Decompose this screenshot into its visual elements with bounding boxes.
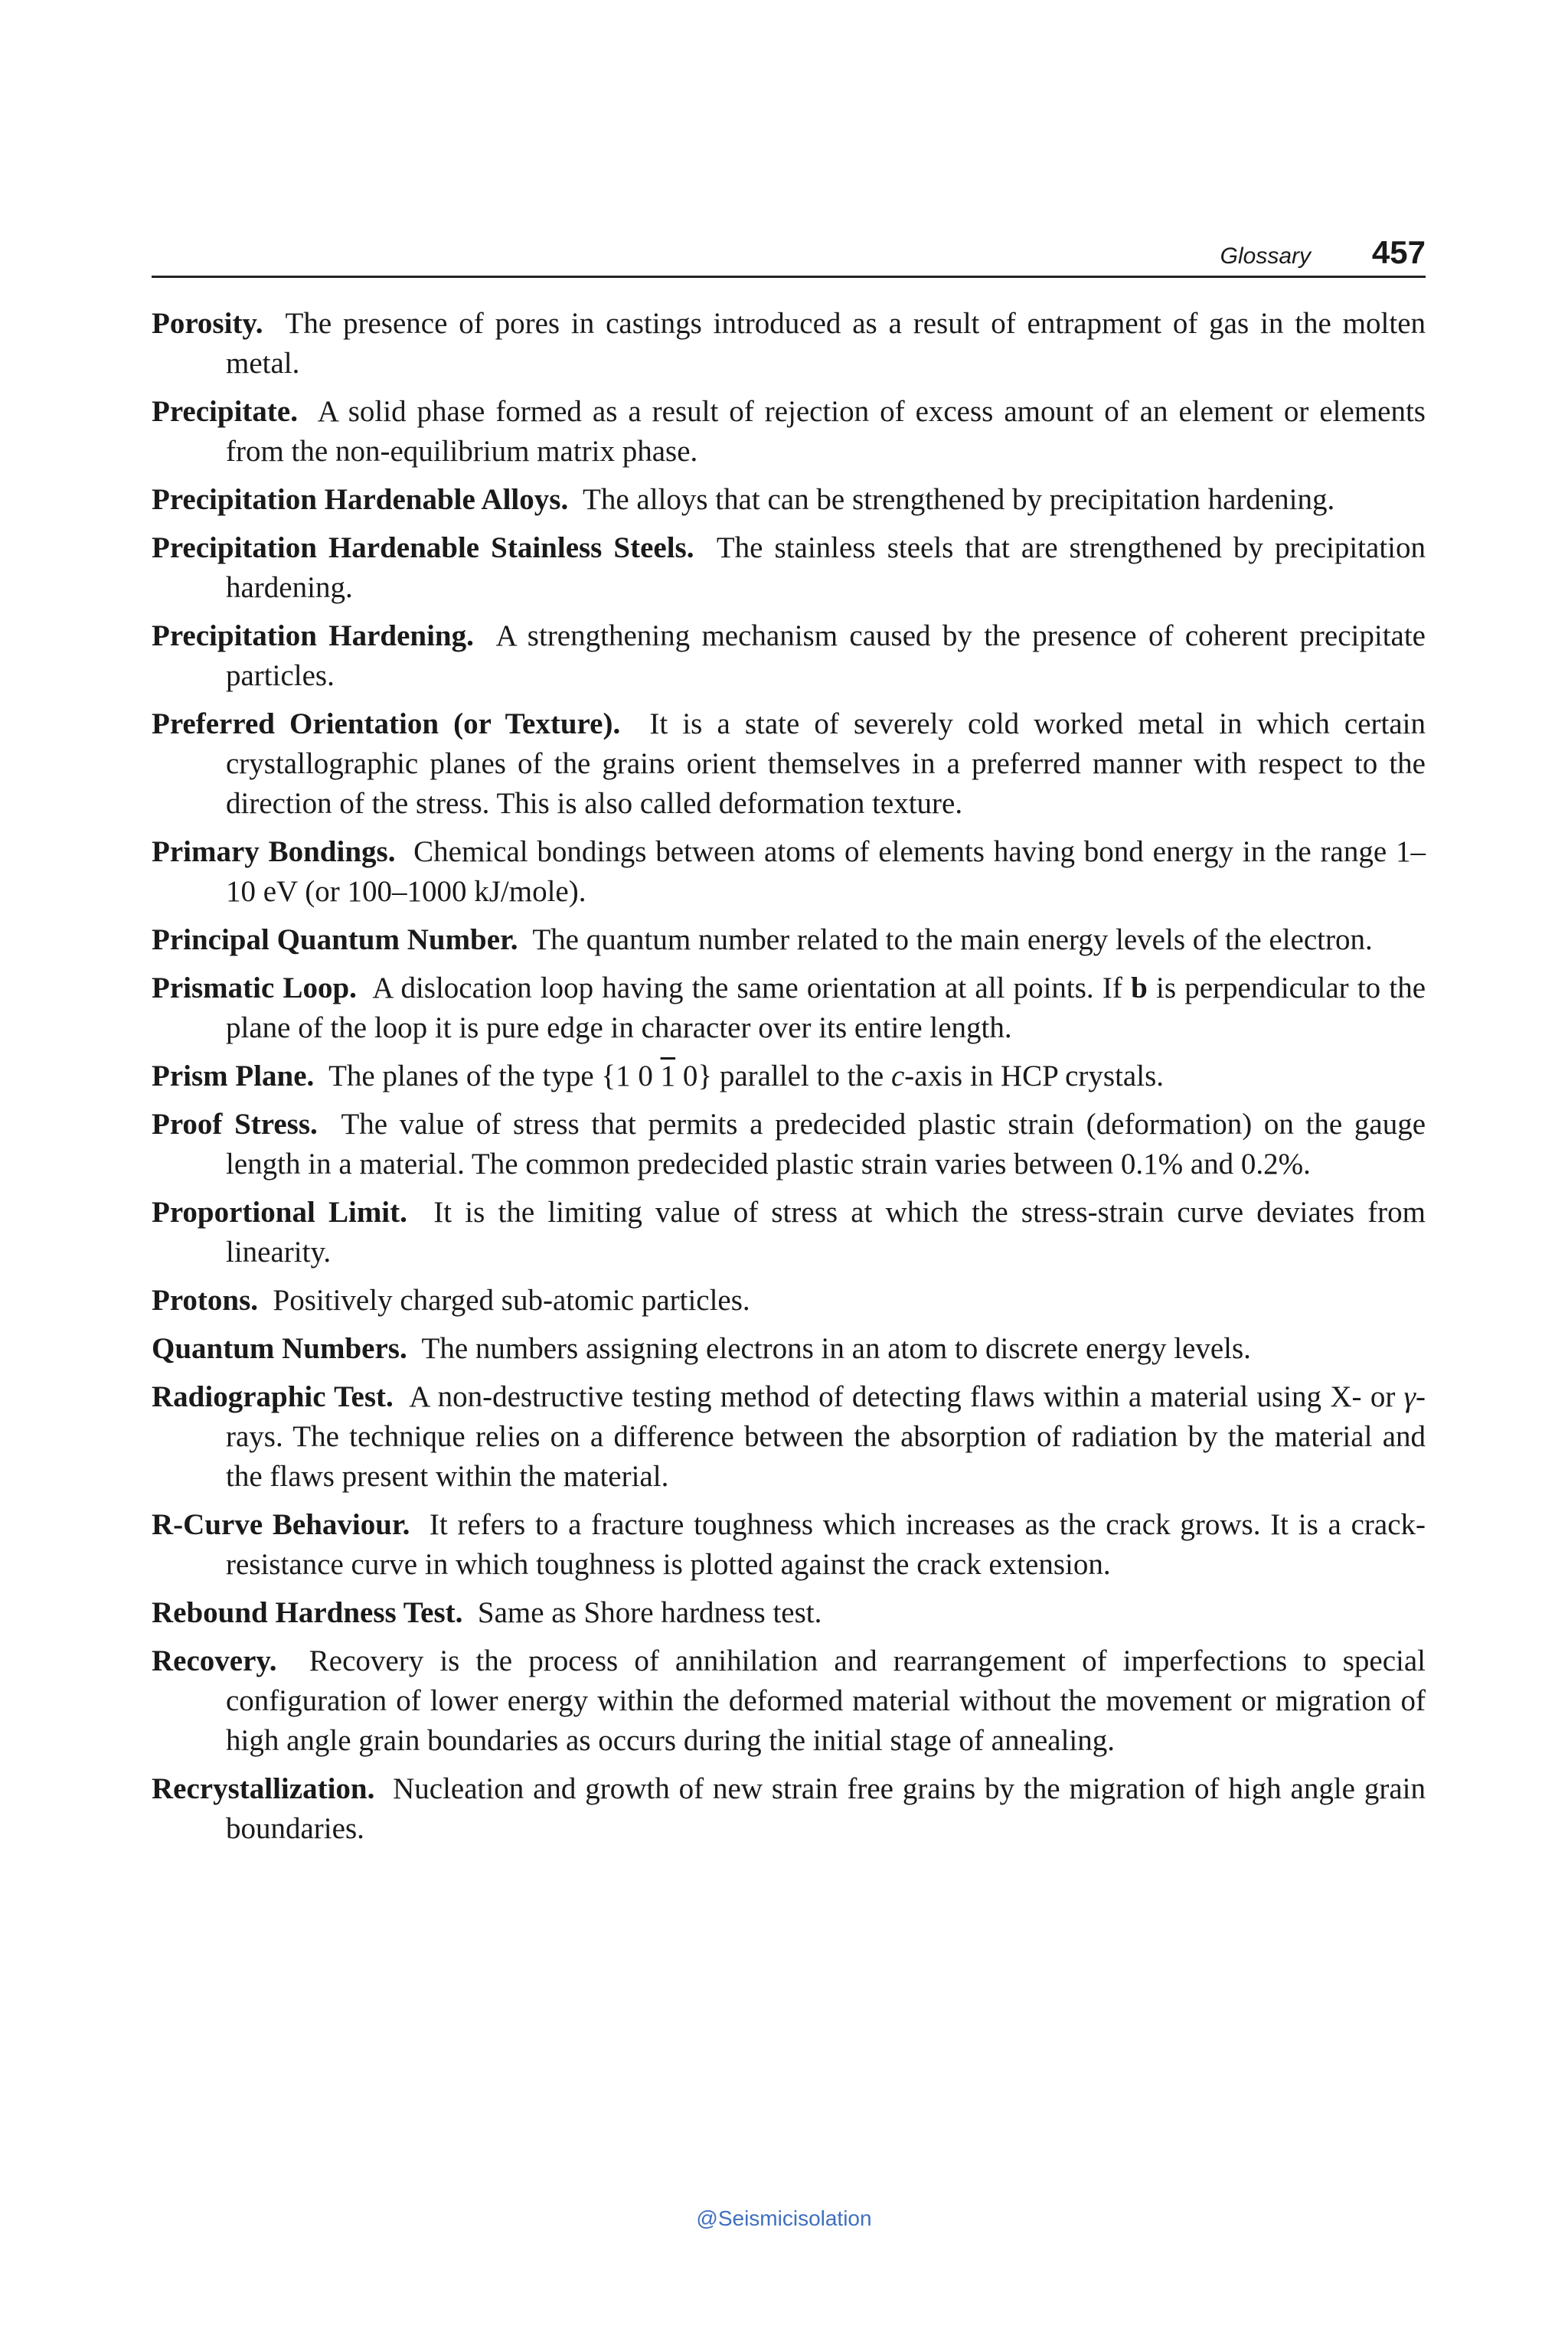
glossary-entry-precipitate [152,392,1426,472]
glossary-term: Porosity. [152,307,263,340]
glossary-definition-part: -rays. The technique relies on a difference between the absorption of radiation by the material and the flaws present within the material. [226,1380,1426,1493]
glossary-definition: Recovery is the process of annihilation and rearrangement of imperfections to special configuration of lower energy within the deformed material without the movement or migration of high angle grain boundaries as occurs during the initial stage of annealing. [226,1644,1426,1757]
glossary-entry-radiographic-test [152,1377,1426,1497]
glossary-entry-quantum-numbers [152,1329,1426,1369]
glossary-definition: The stainless steels that are strengthened by precipitation hardening. [226,531,1426,604]
glossary-definition: A strengthening mechanism caused by the presence of coherent precipitate particles. [226,619,1426,692]
glossary-entry-r-curve-behaviour [152,1505,1426,1585]
glossary-entry-proportional-limit [152,1193,1426,1272]
glossary-term: Precipitation Hardenable Stainless Steels. [152,531,694,564]
glossary-term: Proportional Limit. [152,1196,407,1229]
glossary-definition: It refers to a fracture toughness which increases as the crack grows. It is a crack-resistance curve in which toughness is plotted against the crack extension. [226,1508,1426,1581]
glossary-term: Precipitation Hardenable Alloys. [152,483,569,516]
glossary-entry-prismatic-loop [152,968,1426,1048]
burgers-vector-symbol: b [1131,972,1148,1004]
glossary-term: R-Curve Behaviour. [152,1508,410,1541]
glossary-entry-porosity [152,304,1426,384]
glossary-term: Recrystallization. [152,1772,375,1805]
running-head: Glossary [1220,243,1311,269]
watermark-text: @Seismicisolation [696,2206,872,2230]
overbar-index: 1 [660,1060,676,1092]
glossary-definition: It is a state of severely cold worked metal in which certain crystallographic planes of the grains orient themselves in a preferred manner with respect to the direction of the stress. This is also called deformation texture. [226,707,1426,820]
glossary-term: Radiographic Test. [152,1380,394,1413]
glossary-term: Proof Stress. [152,1108,318,1141]
glossary-definition-part: The planes of the type {1 0 [328,1060,653,1092]
glossary-entry-recovery [152,1641,1426,1761]
glossary-term: Primary Bondings. [152,835,396,868]
glossary-term: Protons. [152,1284,259,1317]
glossary-term: Quantum Numbers. [152,1332,407,1365]
glossary-definition: Chemical bondings between atoms of elements having bond energy in the range 1–10 eV (or 100–1000 kJ/mole). [226,835,1426,908]
glossary-definition-part: is perpendicular to the plane of the loop it is pure edge in character over its entire length. [226,972,1426,1044]
glossary-definition: The quantum number related to the main energy levels of the electron. [532,923,1373,956]
glossary-definition-part: -axis in HCP crystals. [904,1060,1164,1092]
glossary-entry-precipitation-hardening [152,616,1426,696]
gamma-symbol: γ [1403,1380,1416,1413]
glossary-definition: Nucleation and growth of new strain free grains by the migration of high angle grain boundaries. [226,1772,1426,1845]
glossary-term: Prism Plane. [152,1060,315,1092]
glossary-definition: The presence of pores in castings introduced as a result of entrapment of gas in the molten metal. [226,307,1426,380]
glossary-term: Recovery. [152,1644,277,1677]
glossary-definition: The numbers assigning electrons in an atom to discrete energy levels. [421,1332,1251,1365]
glossary-term: Preferred Orientation (or Texture). [152,707,621,740]
glossary-definition: Positively charged sub-atomic particles. [273,1284,750,1317]
glossary-entry-recrystallization [152,1769,1426,1849]
glossary-definition: A solid phase formed as a result of rejection of excess amount of an element or elements from the non-equilibrium matrix phase. [226,395,1426,468]
glossary-term: Principal Quantum Number. [152,923,518,956]
glossary-definition-part: A non-destructive testing method of detecting flaws within a material using X- or [409,1380,1396,1413]
glossary-entry-precipitation-hardenable-stainless-steels [152,528,1426,608]
glossary-entry-proof-stress [152,1105,1426,1184]
c-axis-symbol: c [890,1060,905,1092]
glossary-entry-preferred-orientation [152,704,1426,824]
page-number: 457 [1371,234,1426,270]
glossary-entry-rebound-hardness-test [152,1593,1426,1633]
glossary-definition: The value of stress that permits a predecided plastic strain (deformation) on the gauge length in a material. The common predecided plastic strain varies between 0.1% and 0.2%. [226,1108,1426,1181]
glossary-term: Prismatic Loop. [152,972,357,1004]
glossary-definition: It is the limiting value of stress at which the stress-strain curve deviates from linearity. [226,1196,1426,1269]
glossary-definition: The alloys that can be strengthened by precipitation hardening. [583,483,1335,516]
glossary-definition-part: A dislocation loop having the same orientation at all points. If [372,972,1122,1004]
glossary-entry-protons [152,1281,1426,1321]
glossary-term: Rebound Hardness Test. [152,1596,463,1629]
glossary-definition: Same as Shore hardness test. [477,1596,822,1629]
glossary-entry-primary-bondings [152,832,1426,912]
glossary-entry-principal-quantum-number [152,920,1426,960]
glossary-entry-prism-plane [152,1056,1426,1096]
glossary-entry-precipitation-hardenable-alloys [152,480,1426,520]
glossary-term: Precipitation Hardening. [152,619,474,652]
glossary-term: Precipitate. [152,395,298,428]
glossary-list [152,304,1426,1857]
glossary-definition-part: 0} parallel to the [682,1060,884,1092]
page-header [152,230,1426,278]
